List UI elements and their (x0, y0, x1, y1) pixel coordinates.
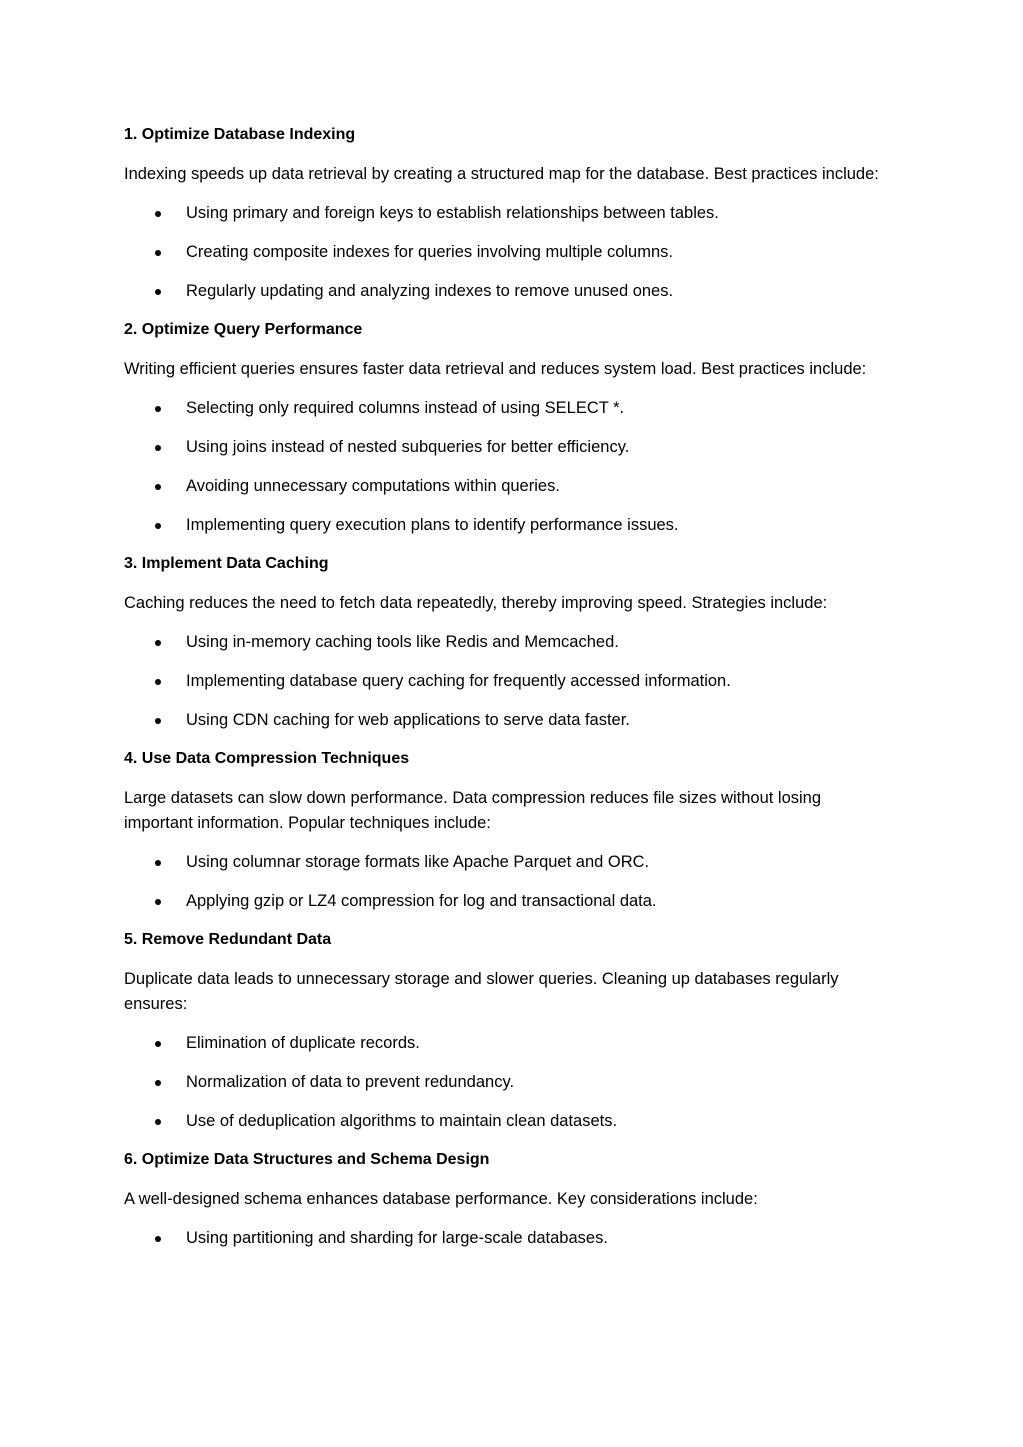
bullet-text: Regularly updating and analyzing indexes to remove unused ones. (186, 282, 674, 300)
bullet-text: Implementing database query caching for frequently accessed information. (186, 672, 731, 690)
section-heading: 1. Optimize Database Indexing (124, 126, 356, 143)
section-indexing (124, 123, 884, 304)
section-heading: 2. Optimize Query Performance (124, 321, 363, 338)
section-heading: 5. Remove Redundant Data (124, 931, 332, 948)
bullet-list (124, 1226, 884, 1251)
bullet-dot-icon (155, 1080, 161, 1086)
bullet-dot-icon (155, 1236, 161, 1242)
bullet-dot-icon (155, 250, 161, 256)
bullet-text: Use of deduplication algorithms to maintain clean datasets. (186, 1112, 618, 1130)
section-intro: Caching reduces the need to fetch data repeatedly, thereby improving speed. Strategies include: (124, 594, 828, 612)
section-schema-design (124, 1148, 884, 1251)
bullet-text: Using primary and foreign keys to establish relationships between tables. (186, 204, 719, 222)
bullet-dot-icon (155, 860, 161, 866)
bullet-dot-icon (155, 523, 161, 529)
bullet-item (124, 1109, 884, 1134)
bullet-dot-icon (155, 679, 161, 685)
bullet-dot-icon (155, 211, 161, 217)
bullet-text: Elimination of duplicate records. (186, 1034, 420, 1052)
bullet-item (124, 708, 884, 733)
bullet-text: Using in-memory caching tools like Redis and Memcached. (186, 633, 619, 651)
bullet-dot-icon (155, 1041, 161, 1047)
bullet-text: Using joins instead of nested subqueries for better efficiency. (186, 438, 630, 456)
bullet-text: Creating composite indexes for queries involving multiple columns. (186, 243, 673, 261)
section-query-performance (124, 318, 884, 538)
bullet-text: Avoiding unnecessary computations within queries. (186, 477, 560, 495)
bullet-text: Applying gzip or LZ4 compression for log and transactional data. (186, 892, 657, 910)
section-heading: 6. Optimize Data Structures and Schema Design (124, 1151, 490, 1168)
bullet-item (124, 201, 884, 226)
bullet-item (124, 669, 884, 694)
bullet-item (124, 435, 884, 460)
bullet-list (124, 850, 884, 914)
bullet-text: Selecting only required columns instead of using SELECT *. (186, 399, 625, 417)
section-intro: Duplicate data leads to unnecessary storage and slower queries. Cleaning up databases regularly ensures: (124, 970, 839, 1013)
bullet-item (124, 850, 884, 875)
bullet-dot-icon (155, 1119, 161, 1125)
bullet-text: Using columnar storage formats like Apache Parquet and ORC. (186, 853, 650, 871)
bullet-item (124, 279, 884, 304)
section-intro: Writing efficient queries ensures faster data retrieval and reduces system load. Best practices include: (124, 360, 867, 378)
bullet-item (124, 1070, 884, 1095)
document-page (124, 123, 884, 1265)
bullet-item (124, 1226, 884, 1251)
bullet-list (124, 201, 884, 304)
section-intro: Large datasets can slow down performance. Data compression reduces file sizes without losing important information. Popular techniques include: (124, 789, 822, 832)
bullet-dot-icon (155, 640, 161, 646)
bullet-dot-icon (155, 289, 161, 295)
section-heading: 3. Implement Data Caching (124, 555, 329, 572)
section-heading: 4. Use Data Compression Techniques (124, 750, 410, 767)
bullet-item (124, 630, 884, 655)
bullet-text: Normalization of data to prevent redundancy. (186, 1073, 515, 1091)
bullet-dot-icon (155, 484, 161, 490)
bullet-item (124, 396, 884, 421)
section-compression (124, 747, 884, 914)
bullet-dot-icon (155, 718, 161, 724)
bullet-list (124, 396, 884, 538)
bullet-item (124, 474, 884, 499)
bullet-text: Implementing query execution plans to identify performance issues. (186, 516, 679, 534)
bullet-dot-icon (155, 445, 161, 451)
section-redundant-data (124, 928, 884, 1134)
section-intro: A well-designed schema enhances database performance. Key considerations include: (124, 1190, 758, 1208)
bullet-item (124, 889, 884, 914)
bullet-text: Using partitioning and sharding for large-scale databases. (186, 1229, 608, 1247)
bullet-item (124, 1031, 884, 1056)
section-intro: Indexing speeds up data retrieval by creating a structured map for the database. Best practices include: (124, 165, 879, 183)
bullet-list (124, 1031, 884, 1134)
bullet-item (124, 240, 884, 265)
bullet-list (124, 630, 884, 733)
bullet-text: Using CDN caching for web applications to serve data faster. (186, 711, 630, 729)
bullet-dot-icon (155, 406, 161, 412)
bullet-item (124, 513, 884, 538)
bullet-dot-icon (155, 899, 161, 905)
section-caching (124, 552, 884, 733)
